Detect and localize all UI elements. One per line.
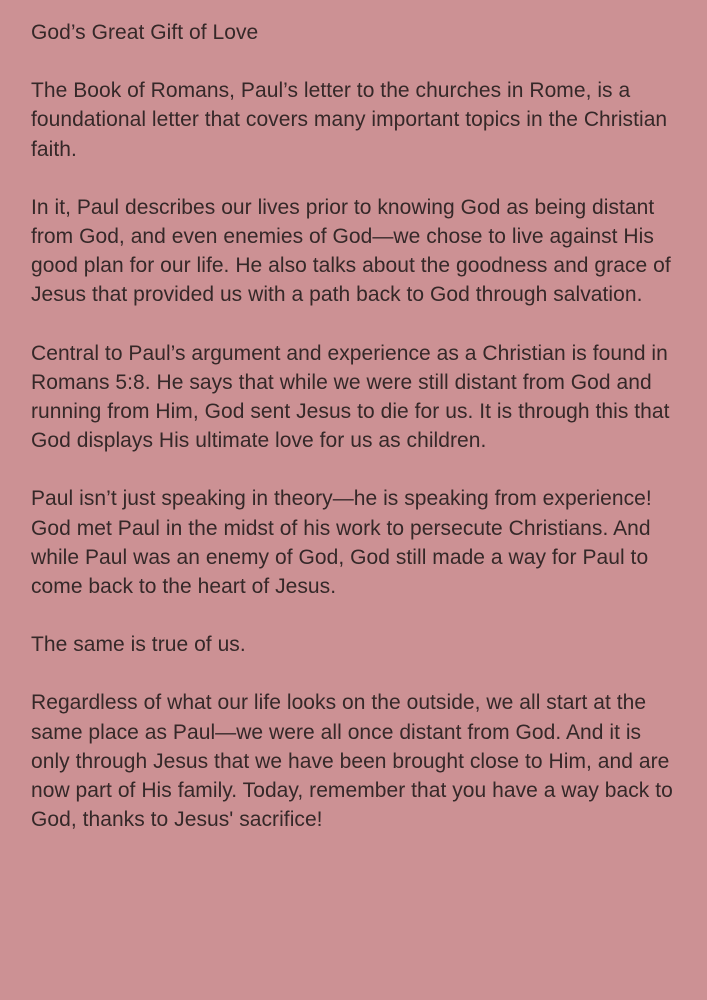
- paragraph-romans-5-8: Central to Paul’s argument and experience as a Christian is found in Romans 5:8. He says that while we were still distant from God and running from Him, God sent Jesus to die for us. It is through this that God displays His ultimate love for us as children.: [31, 341, 670, 453]
- paragraph-paul-experience: Paul isn’t just speaking in theory—he is speaking from experience! God met Paul in the midst of his work to persecute Christians. And while Paul was an enemy of God, God still made a way for Paul to come back to the heart of Jesus.: [31, 487, 652, 599]
- paragraph-same-for-us: The same is true of us.: [31, 633, 246, 657]
- paragraph-conclusion: Regardless of what our life looks on the outside, we all start at the same place as Paul—we were all once distant from God. And it is only through Jesus that we have been brought close to Him, and are now part of His family. Today, remember that you have a way back to God, thanks to Jesus' sacrifice!: [31, 691, 673, 832]
- page-title: God’s Great Gift of Love: [31, 21, 259, 44]
- paragraph-distance: In it, Paul describes our lives prior to knowing God as being distant from God, and even enemies of God—we chose to live against His good plan for our life. He also talks about the goodness and grace of Jesus that provided us with a path back to God through salvation.: [31, 195, 671, 307]
- paragraph-intro: The Book of Romans, Paul’s letter to the churches in Rome, is a foundational letter that covers many important topics in the Christian faith.: [31, 79, 668, 161]
